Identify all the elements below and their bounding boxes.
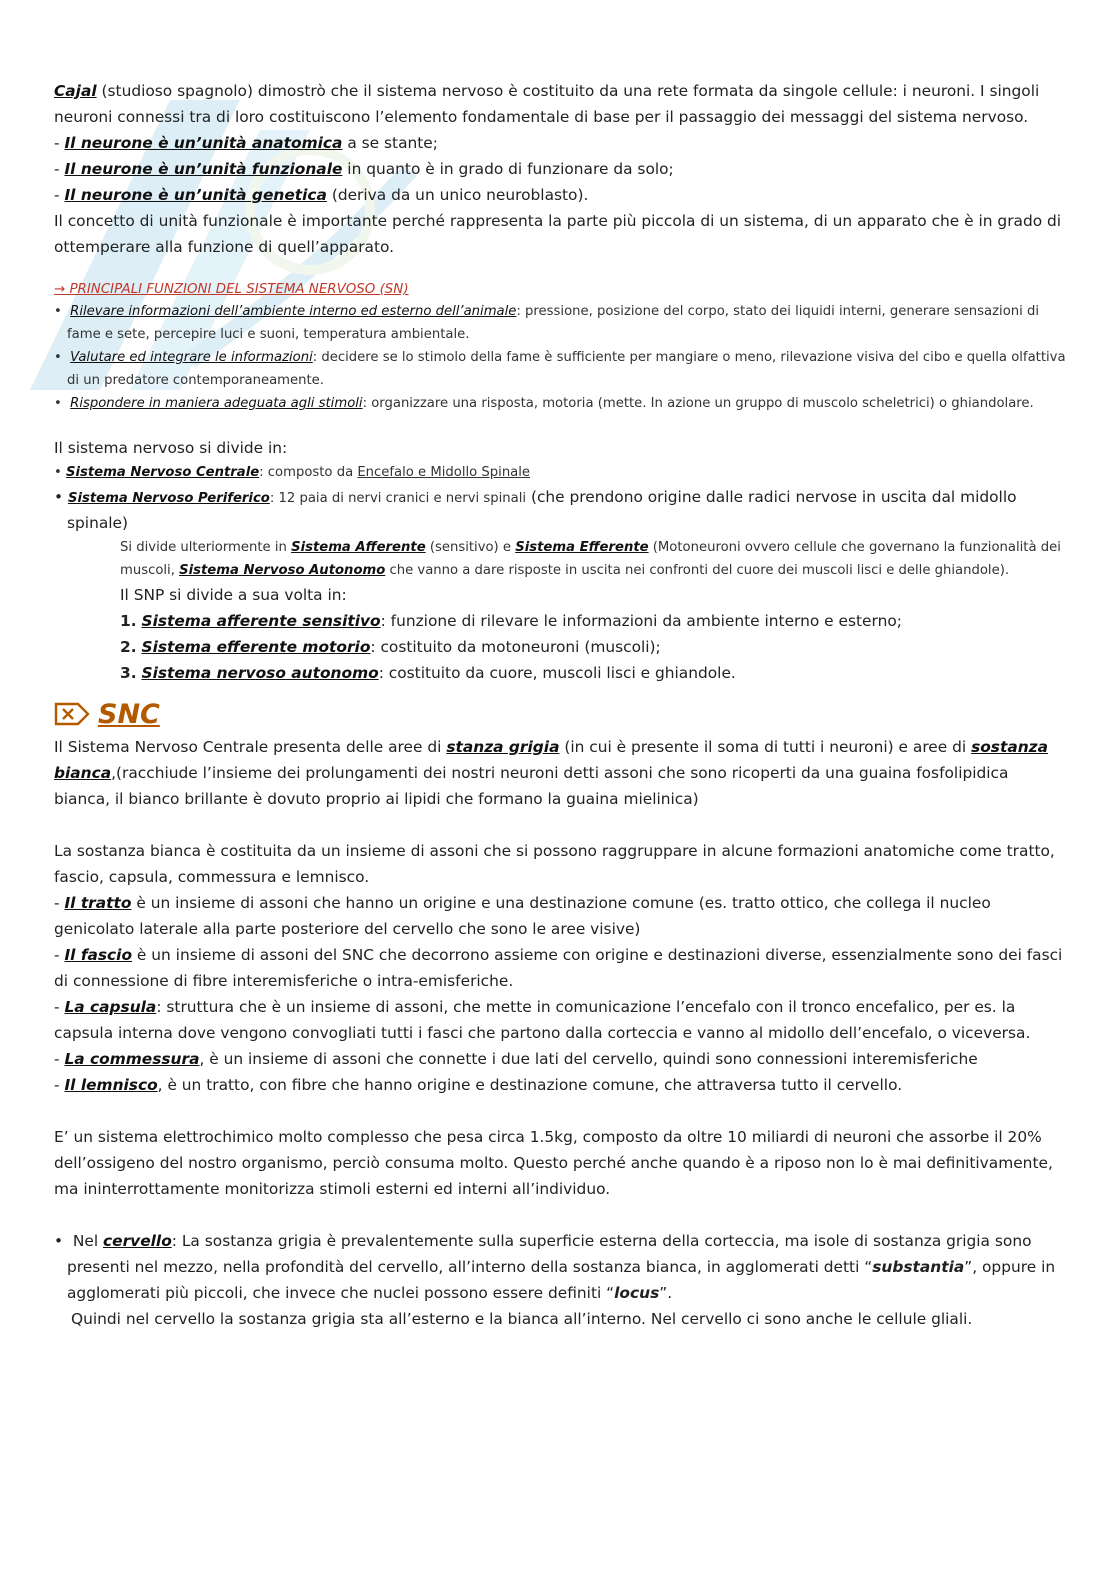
formation-item: - Il tratto è un insieme di assoni che hanno un origine e una destinazione comune (es. tratto ottico, che collega il nucleo genicolato laterale alla parte posteriore del cervello che sono le aree visive) — [54, 894, 991, 938]
neuron-term: Il neurone è un’unità genetica — [64, 186, 327, 204]
cajal-term: Cajal — [54, 82, 97, 100]
snc-title: SNC — [98, 698, 160, 730]
function-term: Rispondere in maniera adeguata agli stimoli — [70, 396, 363, 411]
functions-heading: → PRINCIPALI FUNZIONI DEL SISTEMA NERVOSO (SN) — [54, 282, 409, 297]
snp-subdivision — [54, 536, 1066, 686]
white-matter-paragraph: La sostanza bianca è costituita da un insieme di assoni che si possono raggruppare in alcune formazioni anatomiche come tratto, fascio, capsula, commessura e lemnisco. — [54, 842, 1055, 886]
neuron-term: Il neurone è un’unità funzionale — [64, 160, 343, 178]
snc-components-link: Encefalo e Midollo Spinale — [357, 465, 531, 480]
snc-item: • Sistema Nervoso Centrale: composto da Encefalo e Midollo Spinale — [54, 465, 531, 480]
brain-item: • Nel cervello: La sostanza grigia è prevalentemente sulla superficie esterna della corteccia, ma isole di sostanza grigia sono presenti nel mezzo, nella profondità del cervello, all’interno della sostanza bianca, in agglomerati detti “substantia”, oppure in agglomerati più piccoli, che invece che nuclei possono essere definiti “locus”. — [54, 1232, 1056, 1302]
snc-term: Sistema Nervoso Centrale — [65, 465, 260, 480]
function-term: Valutare ed integrare le informazioni — [70, 350, 313, 365]
unit-paragraph: Il concetto di unità funzionale è importante perché rappresenta la parte più piccola di un sistema, di un apparato che è in grado di ottemperare alla funzione di quell’apparato. — [54, 212, 1062, 256]
neuron-term: Il neurone è un’unità anatomica — [64, 134, 343, 152]
snp-item: • Sistema Nervoso Periferico: 12 paia di nervi cranici e nervi spinali (che prendono origine dalle radici nervose in uscita dal midollo spinale) — [54, 488, 1017, 532]
formation-item: - Il fascio è un insieme di assoni del SNC che decorrono assieme con origine e destinazioni diverse, essenzialmente sono dei fasci di connessione di fibre interemisferiche o intra-emisferiche. — [54, 946, 1063, 990]
division-intro: Il sistema nervoso si divide in: — [54, 439, 288, 457]
tag-icon — [54, 701, 90, 727]
document-content — [54, 78, 1066, 1332]
snc-paragraph: Il Sistema Nervoso Centrale presenta delle aree di stanza grigia (in cui è presente il soma di tutti i neuroni) e aree di sostanza bianca,(racchiude l’insieme dei prolungamenti dei nostri neuroni detti assoni che sono ricoperti da una guaina fosfolipidica bianca, il bianco brillante è dovuto proprio ai lipidi che formano la guaina mielinica) — [54, 738, 1049, 808]
cajal-paragraph: Cajal (studioso spagnolo) dimostrò che il sistema nervoso è costituito da una rete formata da singole cellule: i neuroni. I singoli neuroni connessi tra di loro costituiscono l’elemento fondamentale di base per il passaggio dei messaggi del sistema nervoso. — [54, 82, 1040, 126]
neuron-item: - Il neurone è un’unità anatomica a se stante; — [54, 134, 438, 152]
brain-conclusion: Quindi nel cervello la sostanza grigia sta all’esterno e la bianca all’interno. Nel cervello ci sono anche le cellule gliali. — [71, 1310, 973, 1328]
function-item: • Rilevare informazioni dell’ambiente interno ed esterno dell’animale: pressione, posizione del corpo, stato dei liquidi interni, generare sensazioni di fame e sete, percepire luci e suoni, temperatura ambientale. — [54, 304, 1040, 342]
numbered-item: 2. Sistema efferente motorio: costituito da motoneuroni (muscoli); — [120, 638, 661, 656]
snp-intro: Il SNP si divide a sua volta in: — [120, 586, 347, 604]
formation-item: - La commessura, è un insieme di assoni che connette i due lati del cervello, quindi sono connessioni interemisferiche — [54, 1050, 978, 1068]
function-item: • Rispondere in maniera adeguata agli stimoli: organizzare una risposta, motoria (mette. In azione un gruppo di muscolo scheletrici) o ghiandolare. — [54, 396, 1034, 411]
snp-sub-paragraph: Si divide ulteriormente in Sistema Afferente (sensitivo) e Sistema Efferente (Motoneuroni ovvero cellule che governano la funzionalità dei muscoli, Sistema Nervoso Autonomo che vanno a dare risposte in uscita nei confronti del cuore dei muscoli lisci e delle ghiandole). — [120, 540, 1061, 578]
electrochemical-paragraph: E’ un sistema elettrochimico molto complesso che pesa circa 1.5kg, composto da oltre 10 miliardi di neuroni che assorbe il 20% dell’ossigeno del nostro organismo, perciò consuma molto. Questo perché anche quando è a riposo non lo è mai definitivamente, ma ininterrottamente monitorizza stimoli esterni ed interni all’individuo. — [54, 1128, 1053, 1198]
formation-item: - Il lemnisco, è un tratto, con fibre che hanno origine e destinazione comune, che attraversa tutto il cervello. — [54, 1076, 903, 1094]
neuron-item: - Il neurone è un’unità funzionale in quanto è in grado di funzionare da solo; — [54, 160, 674, 178]
snp-term: Sistema Nervoso Periferico — [67, 491, 270, 506]
numbered-item: 1. Sistema afferente sensitivo: funzione di rilevare le informazioni da ambiente interno e esterno; — [120, 612, 902, 630]
neuron-item: - Il neurone è un’unità genetica (deriva da un unico neuroblasto). — [54, 186, 589, 204]
formation-item: - La capsula: struttura che è un insieme di assoni, che mette in comunicazione l’encefalo con il tronco encefalico, per es. la capsula interna dove vengono convogliati tutti i fasci che partono dalla corteccia e vanno al midollo dell’encefalo, o viceversa. — [54, 998, 1031, 1042]
numbered-item: 3. Sistema nervoso autonomo: costituito da cuore, muscoli lisci e ghiandole. — [120, 664, 736, 682]
snc-heading — [54, 694, 1066, 734]
function-term: Rilevare informazioni dell’ambiente interno ed esterno dell’animale — [70, 304, 517, 319]
function-item: • Valutare ed integrare le informazioni: decidere se lo stimolo della fame è sufficiente per mangiare o meno, rilevazione visiva del cibo e quella olfattiva di un predatore contemporaneamente. — [54, 350, 1066, 388]
